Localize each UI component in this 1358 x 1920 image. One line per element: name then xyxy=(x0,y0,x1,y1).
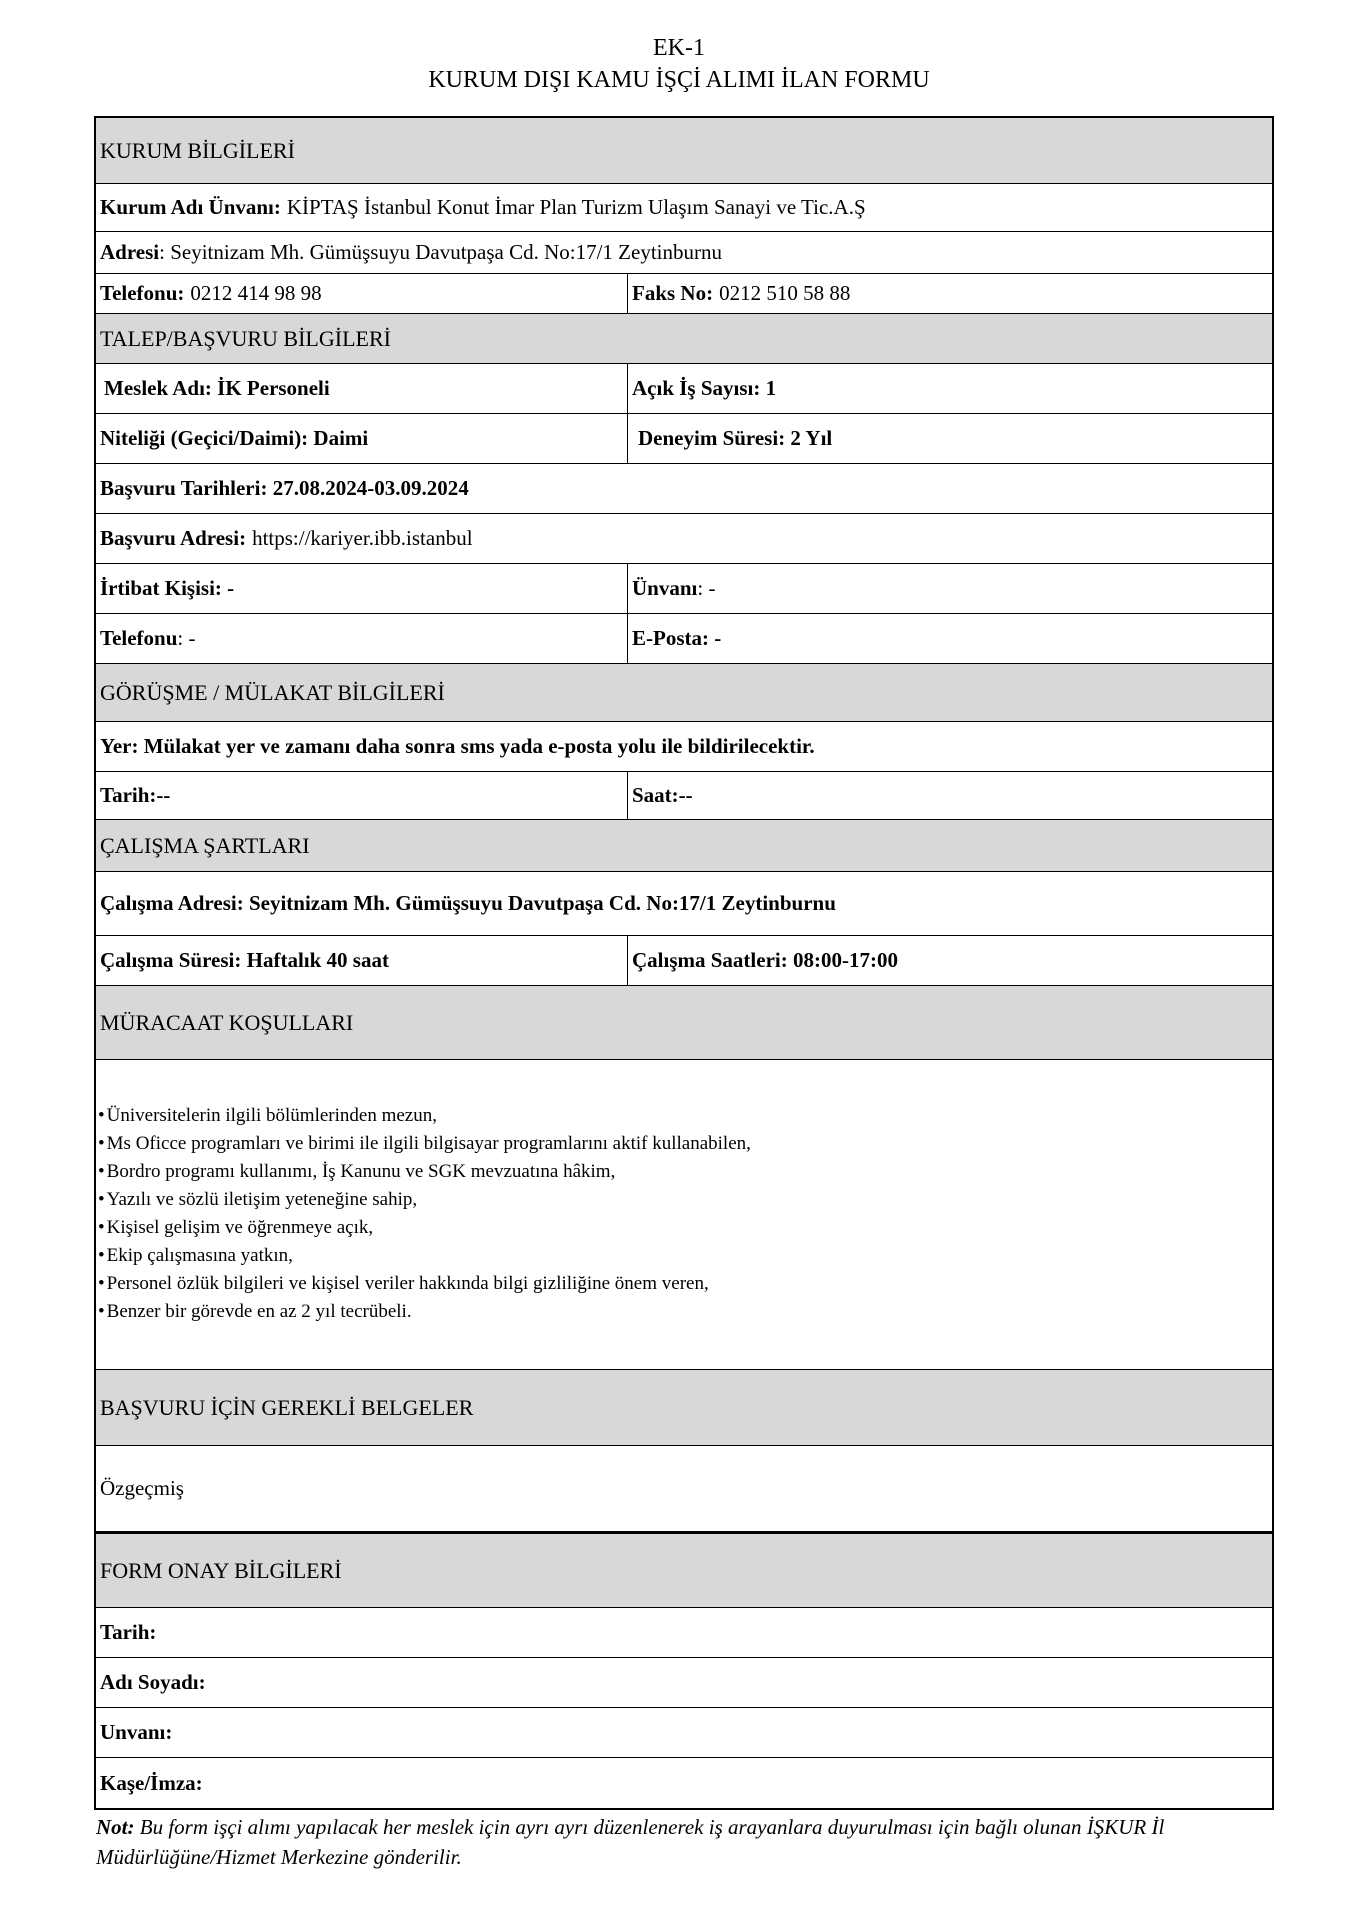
section-gerekli-belgeler: BAŞVURU İÇİN GEREKLİ BELGELER xyxy=(94,1370,1274,1446)
list-item: • Benzer bir görevde en az 2 yıl tecrübeli. xyxy=(98,1298,751,1326)
section-form-onay: FORM ONAY BİLGİLERİ xyxy=(94,1532,1274,1608)
niteligi: Niteliği (Geçici/Daimi): Daimi xyxy=(100,426,369,450)
row-gerekli-belgeler xyxy=(94,1446,1274,1532)
form-title: KURUM DIŞI KAMU İŞÇİ ALIMI İLAN FORMU xyxy=(428,67,930,93)
deneyim-suresi: Deneyim Süresi: 2 Yıl xyxy=(638,426,833,450)
kurum-adi-label: Kurum Adı Ünvanı: xyxy=(100,195,281,219)
section-kurum-bilgileri: KURUM BİLGİLERİ xyxy=(94,116,1274,184)
row-irtibat-telefon xyxy=(94,614,1274,664)
calisma-saatleri: Çalışma Saatleri: 08:00-17:00 xyxy=(632,948,898,972)
section-muracaat-kosullari: MÜRACAAT KOŞULLARI xyxy=(94,986,1274,1060)
note-label: Not: xyxy=(96,1815,135,1839)
list-item: • Bordro programı kullanımı, İş Kanunu ve SGK mevzuatına hâkim, xyxy=(98,1158,751,1186)
row-calisma-suresi xyxy=(94,936,1274,986)
row-onay-unvan xyxy=(94,1708,1274,1758)
kurum-adres-value: : Seyitnizam Mh. Gümüşsuyu Davutpaşa Cd. No:17/1 Zeytinburnu xyxy=(159,240,722,264)
row-kurum-adres xyxy=(94,232,1274,274)
row-meslek xyxy=(94,364,1274,414)
footer-note xyxy=(96,1812,1276,1872)
unvan-label: Ünvanı xyxy=(632,576,698,600)
mulakat-yer: Yer: Mülakat yer ve zamanı daha sonra sms yada e-posta yolu ile bildirilecektir. xyxy=(100,734,815,758)
row-basvuru-tarihleri xyxy=(94,464,1274,514)
kurum-telefon-value: 0212 414 98 98 xyxy=(190,281,322,305)
row-nitelik xyxy=(94,414,1274,464)
kosul-list xyxy=(96,1102,751,1326)
irtibat-kisisi: İrtibat Kişisi: - xyxy=(100,576,235,600)
row-onay-kase xyxy=(94,1758,1274,1810)
list-item: • Üniversitelerin ilgili bölümlerinden mezun, xyxy=(98,1102,751,1130)
unvan-value: : - xyxy=(697,576,716,600)
row-mulakat-tarih xyxy=(94,772,1274,820)
list-item: • Personel özlük bilgileri ve kişisel veriler hakkında bilgi gizliliğine önem veren, xyxy=(98,1270,751,1298)
onay-tarih: Tarih: xyxy=(100,1620,157,1644)
section-calisma-sartlari: ÇALIŞMA ŞARTLARI xyxy=(94,820,1274,872)
kurum-adres-label: Adresi xyxy=(100,240,160,264)
mulakat-tarih: Tarih:-- xyxy=(100,783,171,807)
row-mulakat-yer xyxy=(94,722,1274,772)
calisma-adresi: Çalışma Adresi: Seyitnizam Mh. Gümüşsuyu Davutpaşa Cd. No:17/1 Zeytinburnu xyxy=(100,891,836,915)
irtibat-telefon-label: Telefonu xyxy=(100,626,178,650)
row-calisma-adresi xyxy=(94,872,1274,936)
section-talep-basvuru: TALEP/BAŞVURU BİLGİLERİ xyxy=(94,314,1274,364)
list-item: • Kişisel gelişim ve öğrenmeye açık, xyxy=(98,1214,751,1242)
irtibat-telefon-value: : - xyxy=(177,626,196,650)
e-posta: E-Posta: - xyxy=(632,626,722,650)
row-muracaat-kosullari xyxy=(94,1060,1274,1370)
basvuru-tarihleri: Başvuru Tarihleri: 27.08.2024-03.09.2024 xyxy=(100,476,469,500)
form-annex-label: EK-1 xyxy=(653,35,705,61)
list-item: • Ekip çalışmasına yatkın, xyxy=(98,1242,751,1270)
kurum-faks-label: Faks No: xyxy=(632,281,714,305)
onay-adi-soyadi: Adı Soyadı: xyxy=(100,1670,206,1694)
row-kurum-telefon xyxy=(94,274,1274,314)
onay-unvan: Unvanı: xyxy=(100,1720,173,1744)
note-text: Bu form işçi alımı yapılacak her meslek için ayrı ayrı düzenlenerek iş arayanlara duyurulması için bağlı olunan İŞKUR İl Müdürlüğüne/Hizmet Merkezine gönderilir. xyxy=(96,1815,1165,1869)
mulakat-saat: Saat:-- xyxy=(632,783,693,807)
kurum-adi-value: KİPTAŞ İstanbul Konut İmar Plan Turizm Ulaşım Sanayi ve Tic.A.Ş xyxy=(286,195,866,219)
kurum-telefon-label: Telefonu: xyxy=(100,281,185,305)
acik-is-sayisi: Açık İş Sayısı: 1 xyxy=(632,376,777,400)
list-item: • Yazılı ve sözlü iletişim yeteneğine sahip, xyxy=(98,1186,751,1214)
row-onay-tarih xyxy=(94,1608,1274,1658)
onay-kase-imza: Kaşe/İmza: xyxy=(100,1770,203,1795)
basvuru-adresi-label: Başvuru Adresi: xyxy=(100,526,247,550)
row-kurum-adi xyxy=(94,184,1274,232)
row-onay-adi xyxy=(94,1658,1274,1708)
kurum-faks-value: 0212 510 58 88 xyxy=(719,281,851,305)
list-item: • Ms Oficce programları ve birimi ile ilgili bilgisayar programlarını aktif kullanabilen, xyxy=(98,1130,751,1158)
row-basvuru-adresi xyxy=(94,514,1274,564)
gerekli-belge: Özgeçmiş xyxy=(100,1476,184,1500)
calisma-suresi: Çalışma Süresi: Haftalık 40 saat xyxy=(100,948,389,972)
basvuru-adresi-link[interactable]: https://kariyer.ibb.istanbul xyxy=(252,526,473,550)
row-irtibat xyxy=(94,564,1274,614)
section-gorusme-mulakat: GÖRÜŞME / MÜLAKAT BİLGİLERİ xyxy=(94,664,1274,722)
meslek-adi: Meslek Adı: İK Personeli xyxy=(104,376,330,400)
